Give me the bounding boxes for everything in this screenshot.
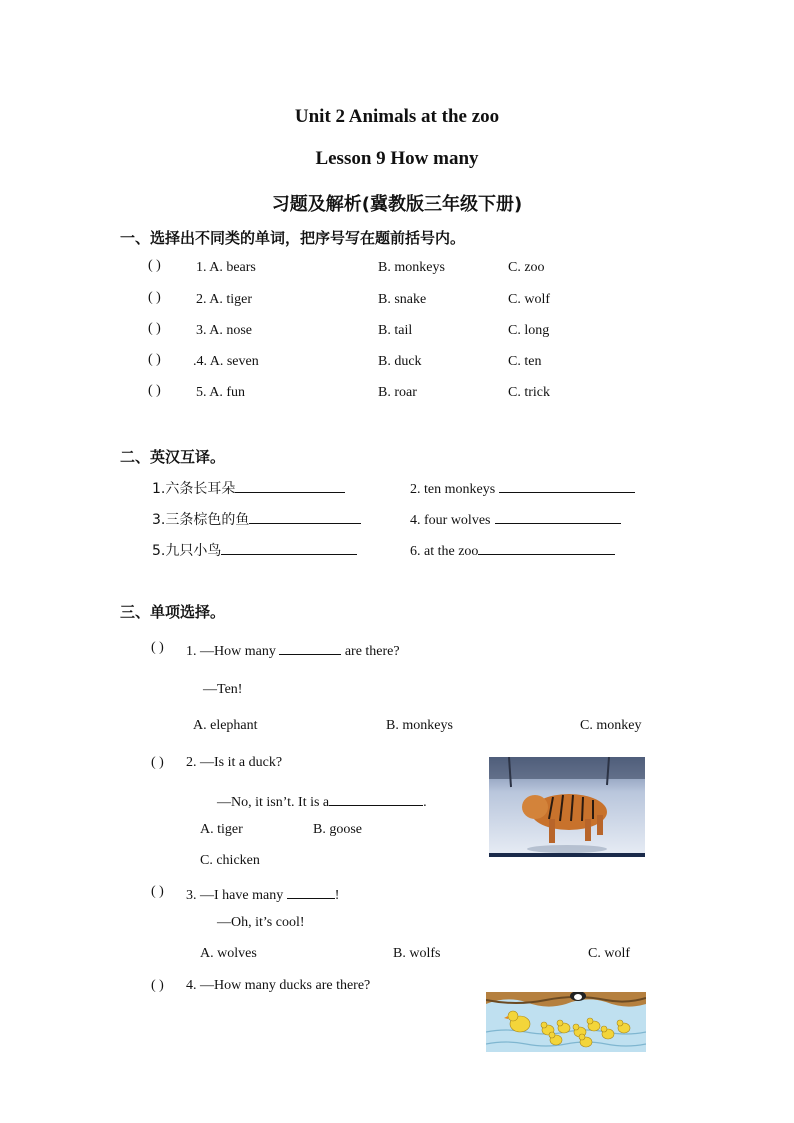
lesson-title: Lesson 9 How many bbox=[315, 148, 479, 169]
answer-blank[interactable] bbox=[287, 884, 335, 899]
q1-option-c: C. monkey bbox=[580, 718, 642, 733]
question-3-answer: —Oh, it’s cool! bbox=[217, 915, 305, 930]
q3-option-a: A. wolves bbox=[200, 946, 257, 961]
question-2: 2. —Is it a duck? bbox=[186, 755, 283, 770]
question-text: . bbox=[423, 795, 427, 810]
answer-blank[interactable] bbox=[329, 791, 423, 806]
option-c: C. wolf bbox=[508, 292, 550, 307]
q1-option-a: A. elephant bbox=[193, 718, 258, 733]
answer-bracket[interactable]: ( ) bbox=[151, 640, 164, 655]
answer-bracket[interactable]: ( ) bbox=[148, 321, 161, 336]
option-a: 2. A. tiger bbox=[196, 292, 252, 307]
ducks-image bbox=[486, 992, 646, 1052]
option-c: C. ten bbox=[508, 354, 542, 369]
option-b: B. duck bbox=[378, 354, 422, 369]
answer-blank[interactable] bbox=[478, 540, 615, 555]
translation-prompt: 5.九只小鸟 bbox=[152, 543, 222, 559]
translation-prompt: 2. ten monkeys bbox=[410, 482, 496, 497]
question-2-answer bbox=[217, 791, 427, 811]
question-4: 4. —How many ducks are there? bbox=[186, 978, 371, 993]
question-text: 1. —How many bbox=[186, 644, 276, 659]
question-text: ! bbox=[334, 888, 340, 903]
question-1-answer: —Ten! bbox=[203, 682, 243, 697]
option-a: .4. A. seven bbox=[193, 354, 259, 369]
translation-prompt: 6. at the zoo bbox=[410, 544, 479, 559]
q2-option-b: B. goose bbox=[313, 822, 362, 837]
translation-item-5 bbox=[152, 540, 357, 560]
answer-blank[interactable] bbox=[221, 540, 357, 555]
option-a: 3. A. nose bbox=[196, 323, 252, 338]
option-b: B. monkeys bbox=[378, 260, 445, 275]
answer-bracket[interactable]: ( ) bbox=[151, 755, 164, 770]
tiger-image bbox=[489, 757, 645, 857]
answer-bracket[interactable]: ( ) bbox=[148, 383, 161, 398]
answer-blank[interactable] bbox=[249, 509, 361, 524]
option-b: B. snake bbox=[378, 292, 427, 307]
option-c: C. long bbox=[508, 323, 550, 338]
option-c: C. trick bbox=[508, 385, 550, 400]
answer-bracket[interactable]: ( ) bbox=[148, 352, 161, 367]
question-text: 3. —I have many bbox=[186, 888, 284, 903]
answer-blank[interactable] bbox=[495, 509, 621, 524]
option-a: 5. A. fun bbox=[196, 385, 245, 400]
translation-item-1 bbox=[152, 478, 345, 498]
tiger-photo bbox=[489, 757, 645, 857]
translation-item-2 bbox=[410, 478, 635, 498]
q3-option-c: C. wolf bbox=[588, 946, 630, 961]
q3-option-b: B. wolfs bbox=[393, 946, 441, 961]
translation-item-6 bbox=[410, 540, 615, 560]
option-a: 1. A. bears bbox=[196, 260, 256, 275]
answer-bracket[interactable]: ( ) bbox=[148, 290, 161, 305]
option-b: B. roar bbox=[378, 385, 417, 400]
worksheet-subtitle: 习题及解析(冀教版三年级下册) bbox=[271, 194, 523, 215]
q2-option-c: C. chicken bbox=[200, 853, 260, 868]
answer-blank[interactable] bbox=[235, 478, 345, 493]
section3-heading: 三、单项选择。 bbox=[120, 603, 226, 621]
worksheet-title: Unit 2 Animals at the zoo bbox=[294, 106, 500, 127]
ducks-photo bbox=[486, 992, 646, 1052]
section1-heading: 一、选择出不同类的单词，把序号写在题前括号内。 bbox=[120, 229, 466, 247]
question-text: —No, it isn’t. It is a bbox=[217, 795, 330, 810]
q2-option-a: A. tiger bbox=[200, 822, 243, 837]
translation-prompt: 4. four wolves bbox=[410, 513, 491, 528]
answer-blank[interactable] bbox=[499, 478, 635, 493]
translation-item-4 bbox=[410, 509, 621, 529]
translation-prompt: 1.六条长耳朵 bbox=[152, 481, 236, 497]
answer-bracket[interactable]: ( ) bbox=[151, 884, 164, 899]
answer-bracket[interactable]: ( ) bbox=[148, 258, 161, 273]
q1-option-b: B. monkeys bbox=[386, 718, 453, 733]
question-text: are there? bbox=[344, 644, 400, 659]
translation-item-3 bbox=[152, 509, 361, 529]
section2-heading: 二、英汉互译。 bbox=[120, 448, 226, 466]
option-b: B. tail bbox=[378, 323, 413, 338]
answer-bracket[interactable]: ( ) bbox=[151, 978, 164, 993]
answer-blank[interactable] bbox=[279, 640, 341, 655]
question-3 bbox=[186, 884, 339, 904]
option-c: C. zoo bbox=[508, 260, 545, 275]
translation-prompt: 3.三条棕色的鱼 bbox=[152, 512, 250, 528]
question-1 bbox=[186, 640, 400, 660]
